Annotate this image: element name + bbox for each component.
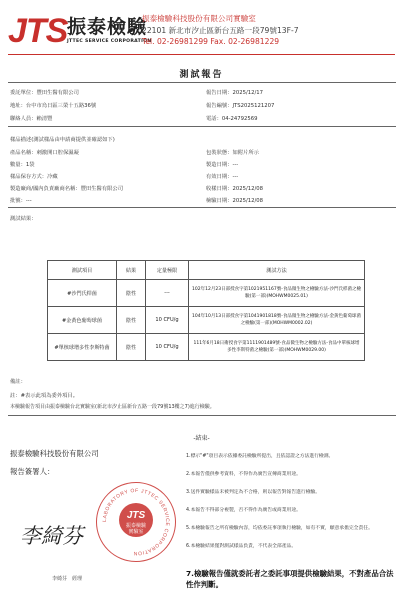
received-date: 收樣日期：2025/12/08: [206, 186, 264, 192]
cell-result: 陰性: [117, 307, 146, 334]
lab-seal: [96, 482, 176, 562]
header-divider: [8, 54, 395, 55]
phone: 電話：04-24792569: [206, 116, 258, 122]
cell-loq: ---: [146, 280, 189, 307]
col-header-item: 測試項目: [48, 261, 117, 280]
note-7: 7.檢驗報告僅就委託者之委託事項提供檢驗結果，不對產品合法性作判斷。: [186, 569, 394, 589]
contact-person: 聯絡人員：賴清豐: [10, 116, 53, 122]
sample-intro: 樣品描述(測試樣品由申請商提供並確認如下): [10, 137, 115, 143]
company-name: 振泰檢驗科技股份有限公司實驗室: [142, 14, 256, 23]
results-table: [47, 260, 365, 361]
cell-method: 102年12月23日部授食字第1021951167號-食品微生物之檢驗方法-沙門氏桿菌之檢驗(第一部)(MOHWM0025.01): [189, 280, 365, 307]
manufacturer: 製造廠商/國內負責廠商名稱：豐田生醫有限公司: [10, 186, 124, 192]
cell-item: #沙門氏桿菌: [48, 280, 117, 307]
cell-loq: 10 CFU/g: [146, 334, 189, 361]
remark-note-2: 本檢驗報告項目由振泰檢驗台北實驗室(新北市汐止區新台五路一段79號13樓之7)進行檢驗。: [10, 404, 215, 410]
seal-cn: 振泰檢驗 實驗室: [125, 523, 146, 535]
remark-note-1: 註：#表示此項為委外項目。: [10, 393, 79, 399]
company-address: 22101 新北市汐止區新台五路一段79號13F-7: [142, 26, 299, 35]
batch-number: 批號：---: [10, 198, 32, 204]
company-logo-en: JTTEC SERVICE CORPORATION: [67, 39, 152, 44]
test-date: 檢驗日期：2025/12/08: [206, 198, 264, 204]
report-date: 報告日期：2025/12/17: [206, 90, 264, 96]
table-row: [48, 334, 365, 361]
title-divider: [8, 82, 396, 83]
product-name: 產品名稱：刺激開口腔保濕凝: [10, 150, 79, 156]
info-divider: [8, 126, 396, 127]
table-header-row: [48, 261, 365, 280]
signer-name: 李綺芬 經理: [52, 576, 83, 582]
cell-method: 104年10月13日部授食字第1041901818號-食品微生物之檢驗方法-金黃色葡萄球菌之檢驗(第一部)(MOHWM0002.02): [189, 307, 365, 334]
manufacture-date: 製造日期：---: [206, 162, 239, 168]
company-logo-cn: 振泰檢驗: [67, 16, 148, 38]
quantity: 數量：1袋: [10, 162, 35, 168]
jts-logo: JTS: [8, 12, 68, 50]
cell-method: 111年6月18日衛授食字第1111901489號-食品微生物之檢驗方法-食品中單核球增多性李斯特菌之檢驗(第一部)(MOHWM0029.00): [189, 334, 365, 361]
report-number: 報告編號：JTS2025121207: [206, 103, 275, 109]
seal-ring-text: LABORATORY OF JTTEC SERVICE CORPORATION: [101, 487, 171, 557]
seal-jts: JTS: [126, 510, 146, 521]
signoff-company: 振泰檢驗科技股份有限公司: [10, 449, 99, 458]
note-3: 3.送件實驗樣品未被判定為不合格，則以報告對報告進行檢驗。: [186, 490, 321, 495]
end-mark: -結束-: [193, 435, 210, 442]
table-row: [48, 307, 365, 334]
applicant-address: 地址：台中市烏日區三榮十五路36號: [10, 103, 97, 109]
cell-result: 陰性: [117, 334, 146, 361]
sample-divider: [8, 207, 396, 208]
company-contact: Tel. 02-26981299 Fax. 02-26981229: [142, 37, 280, 46]
storage: 樣品保存方式：冷藏: [10, 174, 58, 180]
cell-item: #單核球增多性李斯特菌: [48, 334, 117, 361]
cell-loq: 10 CFU/g: [146, 307, 189, 334]
table-row: [48, 280, 365, 307]
col-header-loq: 定量極限: [146, 261, 189, 280]
seal-core: [119, 503, 153, 537]
results-label: 測試結果：: [10, 216, 37, 222]
cell-item: #金黃色葡萄球菌: [48, 307, 117, 334]
note-2: 2.本報告僅供參考資料，不得作為廣告宣傳商業用途。: [186, 472, 301, 477]
handwritten-signature: 李綺芬: [20, 524, 83, 548]
col-header-method: 測試方法: [189, 261, 365, 280]
col-header-result: 結果: [117, 261, 146, 280]
packaging: 包裝狀態：如附片所示: [206, 150, 259, 156]
note-5: 5.本檢驗報告之所有檢驗內容，均依委託事項執行檢驗，如有不實，願意承擔完全責任。: [186, 526, 373, 531]
note-4: 4.本報告不得部分複製，否不得作為廣告或商業用途。: [186, 508, 301, 513]
applicant: 委託單位：豐田生醫有限公司: [10, 90, 79, 96]
note-6: 6.本檢驗結果僅對測試樣品負責，不代表全部產品。: [186, 544, 297, 549]
expiry-date: 有效日期：---: [206, 174, 239, 180]
remarks-divider: [8, 415, 396, 416]
cell-result: 陰性: [117, 280, 146, 307]
signer-label: 報告簽署人：: [10, 467, 55, 476]
remarks-label: 備註：: [10, 379, 26, 385]
report-title: 測試報告: [179, 70, 224, 80]
note-1: 1.標示"#"項目表示依據委託檢驗所提出，且依認證之方法進行檢測。: [186, 454, 334, 459]
